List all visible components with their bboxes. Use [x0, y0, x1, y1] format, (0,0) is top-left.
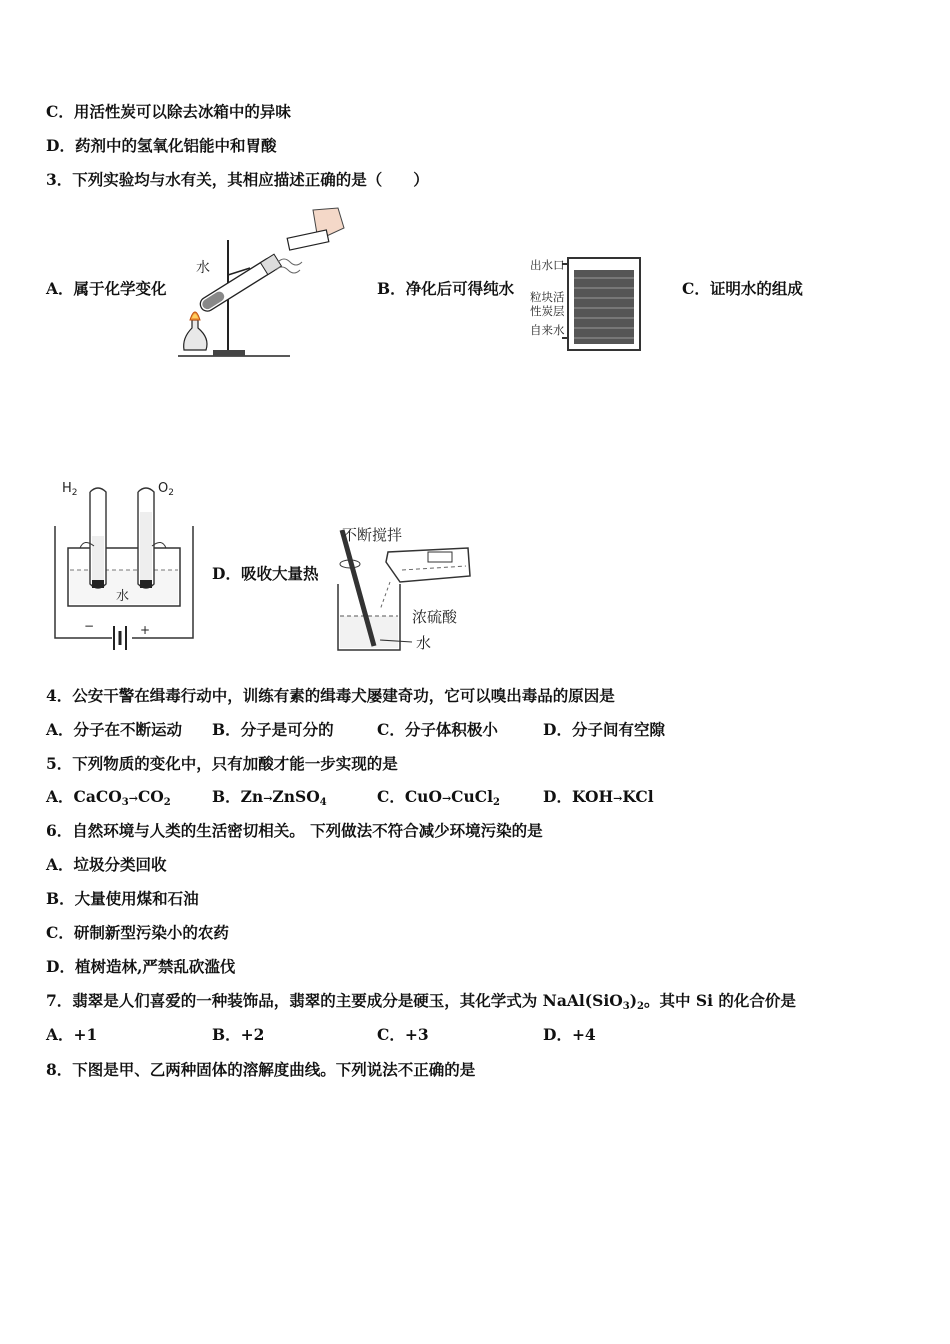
q5-option-b: B．Zn→ZnSO$_4$: [212, 787, 327, 808]
figure-heating-test-tube: [168, 200, 348, 360]
fig-a-water-label: 水: [196, 260, 210, 276]
fig-d-acid-label: 浓硫酸: [412, 608, 458, 626]
figure-water-electrolysis: [50, 476, 200, 651]
fig-c-o2-label: $O_2$: [158, 481, 174, 498]
q5-option-a: A．$CaCO_3\to CO_2$: [46, 787, 171, 808]
q4-option-c: C．分子体积极小: [377, 720, 498, 739]
q6-option-a: A．垃圾分类回收: [46, 855, 167, 874]
fig-c-plus: +: [140, 623, 151, 637]
fig-c-minus: −: [84, 619, 95, 633]
figure-carbon-purifier: [528, 248, 648, 356]
fig-d-water-label: 水: [416, 634, 432, 652]
fig-c-water: 水: [116, 589, 130, 604]
fig-c-h2-label: $H_2$: [62, 481, 78, 498]
option-d-prev: D．药剂中的氢氧化铝能中和胃酸: [46, 136, 277, 155]
q6-option-d: D．植树造林,严禁乱砍滥伐: [46, 957, 236, 976]
question-8-stem: 8．下图是甲、乙两种固体的溶解度曲线。下列说法不正确的是: [46, 1060, 476, 1079]
fig-b-inlet-label: 自来水: [530, 323, 565, 337]
q4-option-d: D．分子间有空隙: [543, 720, 665, 739]
fig-b-outlet-label: 出水口: [530, 258, 565, 272]
q7-option-c: C．+3: [377, 1025, 429, 1044]
question-5-stem: 5．下列物质的变化中，只有加酸才能一步实现的是: [46, 754, 398, 773]
question-7-stem: 7．翡翠是人们喜爱的一种装饰品，翡翠的主要成分是硬玉，其化学式为 $NaAl(SiO_3)_2$。其中 Si 的化合价是: [46, 991, 796, 1012]
q5-option-c: C．CuO→CuCl$_2$: [377, 787, 500, 808]
q3-option-a: A．属于化学变化: [46, 279, 167, 298]
fig-d-stir-label: 不断搅拌: [342, 526, 403, 544]
q4-option-b: B．分子是可分的: [212, 720, 334, 739]
q3-option-c: C．证明水的组成: [682, 279, 803, 298]
q6-option-b: B．大量使用煤和石油: [46, 889, 199, 908]
q7-option-d: D．+4: [543, 1025, 596, 1044]
figure-sulfuric-acid-dilution: [328, 524, 478, 656]
question-6-stem: 6．自然环境与人类的生活密切相关。 下列做法不符合减少环境污染的是: [46, 821, 543, 840]
q5-option-d: D．KOH→KCl: [543, 787, 654, 806]
q3-option-d: D．吸收大量热: [212, 564, 319, 583]
q7-option-b: B．+2: [212, 1025, 265, 1044]
fig-b-carbon-label-2: 性炭层: [530, 304, 565, 318]
q4-option-a: A．分子在不断运动: [46, 720, 183, 739]
q3-option-b: B．净化后可得纯水: [377, 279, 515, 298]
fig-b-carbon-label-1: 粒块活: [530, 290, 565, 304]
question-4-stem: 4．公安干警在缉毒行动中，训练有素的缉毒犬屡建奇功，它可以嗅出毒品的原因是: [46, 686, 615, 705]
question-3-stem: 3．下列实验均与水有关，其相应描述正确的是（ ）: [46, 170, 429, 189]
q6-option-c: C．研制新型污染小的农药: [46, 923, 229, 942]
option-c-prev: C．用活性炭可以除去冰箱中的异味: [46, 102, 291, 121]
q7-option-a: A．+1: [46, 1025, 98, 1044]
